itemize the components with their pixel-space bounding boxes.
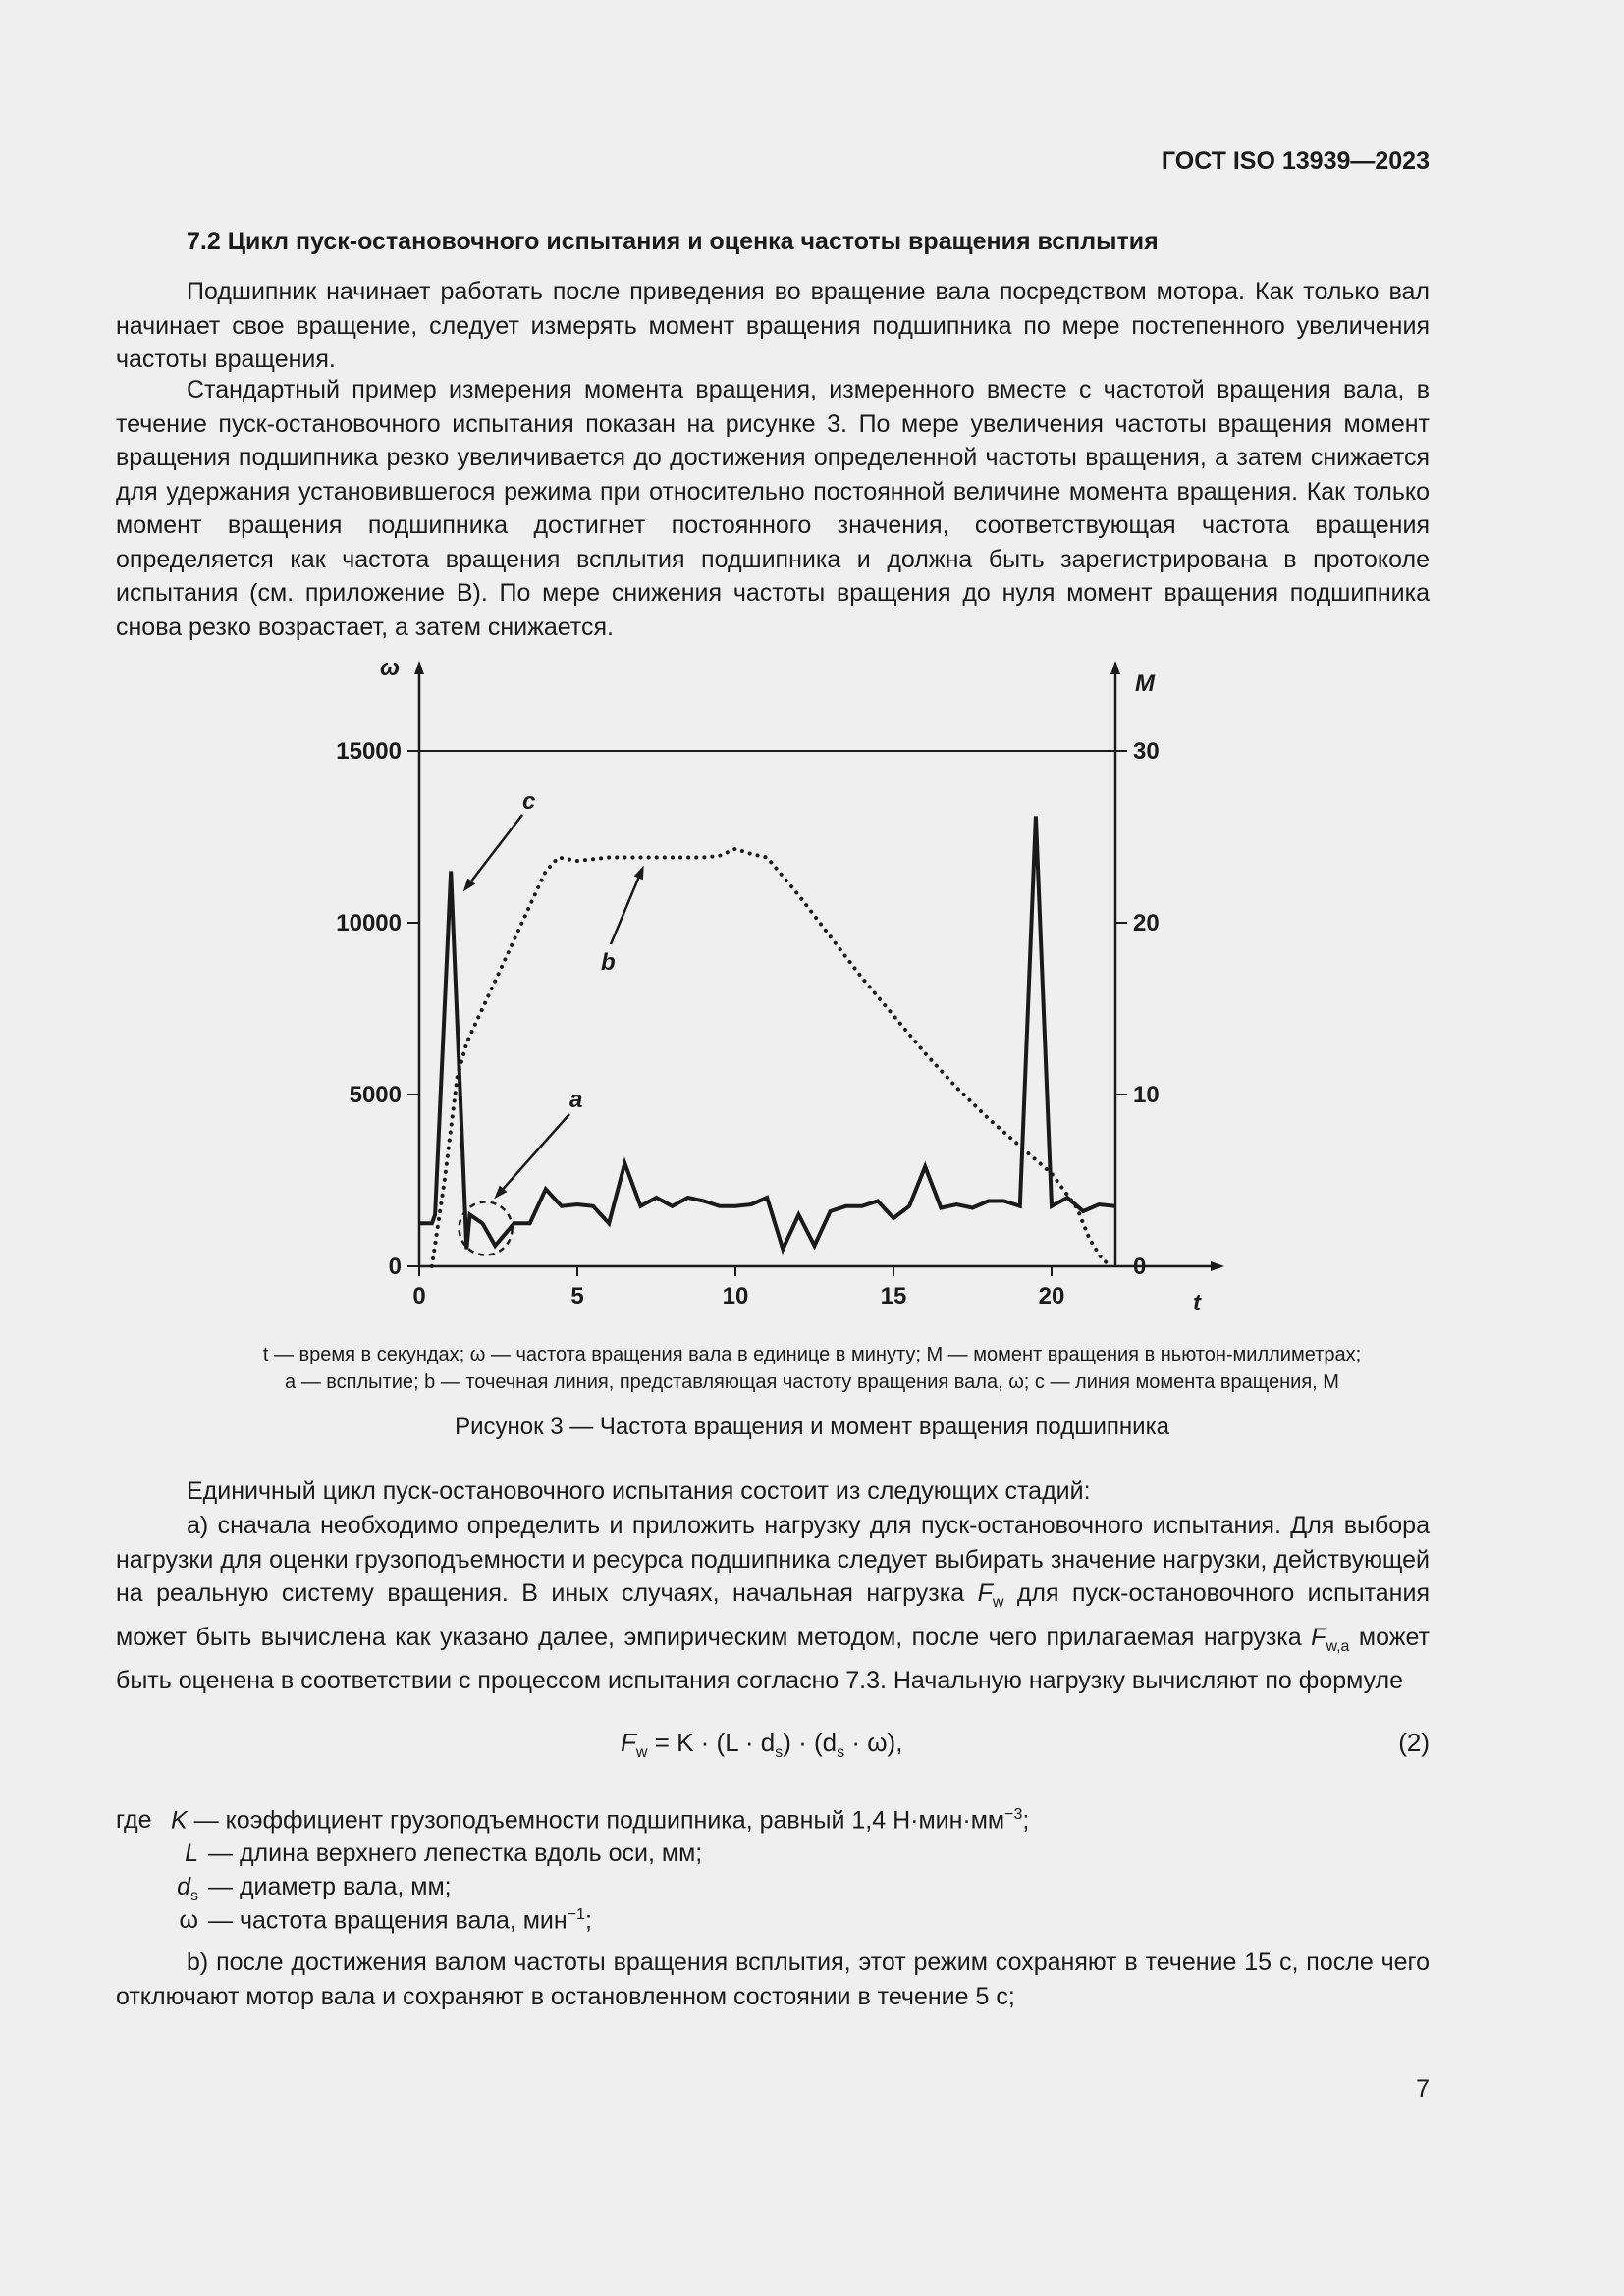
paragraph-4-part-c: может быть оценена в соответствии с процессом испытания согласно 7.3. Начальную нагрузку вычисляют по формуле [116,1623,1430,1694]
y-left-tick-label: 5000 [349,1082,402,1108]
where-item-l [116,1840,702,1868]
formula-2 [621,1728,902,1762]
where-sub-s: s [190,1888,198,1904]
figure-legend [98,1341,1526,1396]
x-tick-label: 15 [880,1283,907,1309]
section-title: 7.2 Цикл пуск-остановочного испытания и оценка частоты вращения всплытия [187,228,1159,255]
y-axis-right-label: M [1135,670,1155,697]
formula-sub-s1: s [775,1744,784,1762]
x-tick-label: 20 [1038,1283,1065,1309]
paragraph-1: Подшипник начинает работать после приведения во вращение вала посредством мотора. Как только вал начинает свое вращение, следует измерять момент вращения подшипника по мере постепенного увеличения частоты вращения. [116,278,1430,373]
formula-sub-s2: s [837,1744,845,1762]
legend-line-1: t — время в секундах; ω — частота вращения вала в единице в минуту; M — момент вращения в ньютон-миллиметрах; [262,1344,1362,1365]
y-right-tick-label: 30 [1133,738,1160,765]
symbol-f: F [977,1579,993,1607]
paragraph-4-part-b: для пуск-остановочного испытания может быть вычислена как указано далее, эмпирическим методом, после чего прилагаемая нагрузка [116,1579,1430,1651]
page-number: 7 [1416,2075,1430,2103]
formula-f: F [621,1728,636,1757]
where-sym-k: K [171,1806,188,1835]
where-text-omega: — частота вращения вала, мин [208,1906,568,1935]
y-left-tick-label: 10000 [336,910,402,936]
where-text-l: — длина верхнего лепестка вдоль оси, мм; [208,1840,703,1867]
y-axis-left-label: ω [380,655,401,681]
where-item-ds [116,1873,452,1905]
x-axis-label: t [1193,1290,1201,1316]
where-end-omega: ; [584,1906,592,1935]
y-right-tick-label: 20 [1133,910,1160,936]
equation-number: (2) [1398,1728,1430,1757]
where-sup-k: −3 [1004,1806,1023,1823]
where-item-k [116,1806,1029,1835]
paragraph-3: Единичный цикл пуск-остановочного испытания состоит из следующих стадий: [187,1477,1091,1505]
formula-mid: ) · (d [783,1728,838,1757]
annotation-b-arrow [611,872,641,944]
where-sym-omega: ω [179,1906,198,1935]
x-tick-label: 10 [722,1283,749,1309]
where-item-omega [116,1906,592,1935]
where-sym-l: L [185,1840,198,1867]
paragraph-4-part-a: а) сначала необходимо определить и приложить нагрузку для пуск-остановочного испытания. Для выбора нагрузки для оценки грузоподъемности и ресурса подшипника следует выбирать значение нагрузки, действующей на реальную систему вращения. В иных случаях, начальная нагрузка [116,1512,1430,1607]
formula-tail: · ω), [844,1728,903,1757]
symbol-sub-w: w [992,1594,1004,1611]
where-label: где [116,1806,152,1835]
x-tick-label: 5 [570,1283,584,1309]
paragraph-5: b) после достижения валом частоты вращения всплытия, этот режим сохраняют в течение 15 с, после чего отключают мотор вала и сохраняют в остановленном состоянии в течение 5 с; [116,1949,1430,2010]
where-end-k: ; [1022,1806,1030,1835]
document-header: ГОСТ ISO 13939—2023 [1161,147,1430,175]
y-right-tick-label: 0 [1133,1254,1147,1280]
annotation-c-label: c [522,788,536,815]
series-torque-line [419,817,1114,1250]
paragraph-4 [116,1509,1430,1698]
y-right-tick-label: 10 [1133,1082,1160,1108]
formula-sub-w: w [635,1744,648,1762]
y-left-tick-label: 15000 [336,738,402,765]
annotation-c-arrow [467,815,522,886]
formula-body: = K · (L · d [647,1728,776,1757]
legend-line-2: a — всплытие; b — точечная линия, представляющая частоту вращения вала, ω; c — линия момента вращения, M [285,1371,1339,1393]
annotation-a-arrow [499,1114,569,1194]
x-tick-label: 0 [412,1283,426,1309]
figure-caption: Рисунок 3 — Частота вращения и момент вращения подшипника [455,1414,1169,1440]
where-sup-omega: −1 [567,1906,585,1923]
annotation-a-label: a [569,1087,583,1113]
where-text-k: — коэффициент грузоподъемности подшипника, равный 1,4 Н·мин·мм [193,1806,1005,1835]
symbol-sub-wa: w,a [1326,1637,1350,1655]
figure-3-chart [295,648,1276,1325]
y-left-tick-label: 0 [388,1254,402,1280]
where-text-ds: — диаметр вала, мм; [208,1873,452,1900]
where-sym-d: d [177,1873,190,1900]
paragraph-2: Стандартный пример измерения момента вращения, измеренного вместе с частотой вращения вала, в течение пуск-остановочного испытания показан на рисунке 3. По мере увеличения частоты вращения момент вращения подшипника резко увеличивается до достижения определенной частоты вращения, а затем снижается для удержания установившегося режима при относительно постоянной величине момента вращения. Как только момент вращения подшипника достигнет постоянного значения, соответствующая частота вращения определяется как частота вращения всплытия подшипника и должна быть зарегистрирована в протоколе испытания (см. приложение В). По мере снижения частоты вращения до нуля момент вращения подшипника снова резко возрастает, а затем снижается. [116,376,1430,641]
annotation-b-label: b [601,949,616,976]
symbol-f2: F [1311,1623,1326,1651]
